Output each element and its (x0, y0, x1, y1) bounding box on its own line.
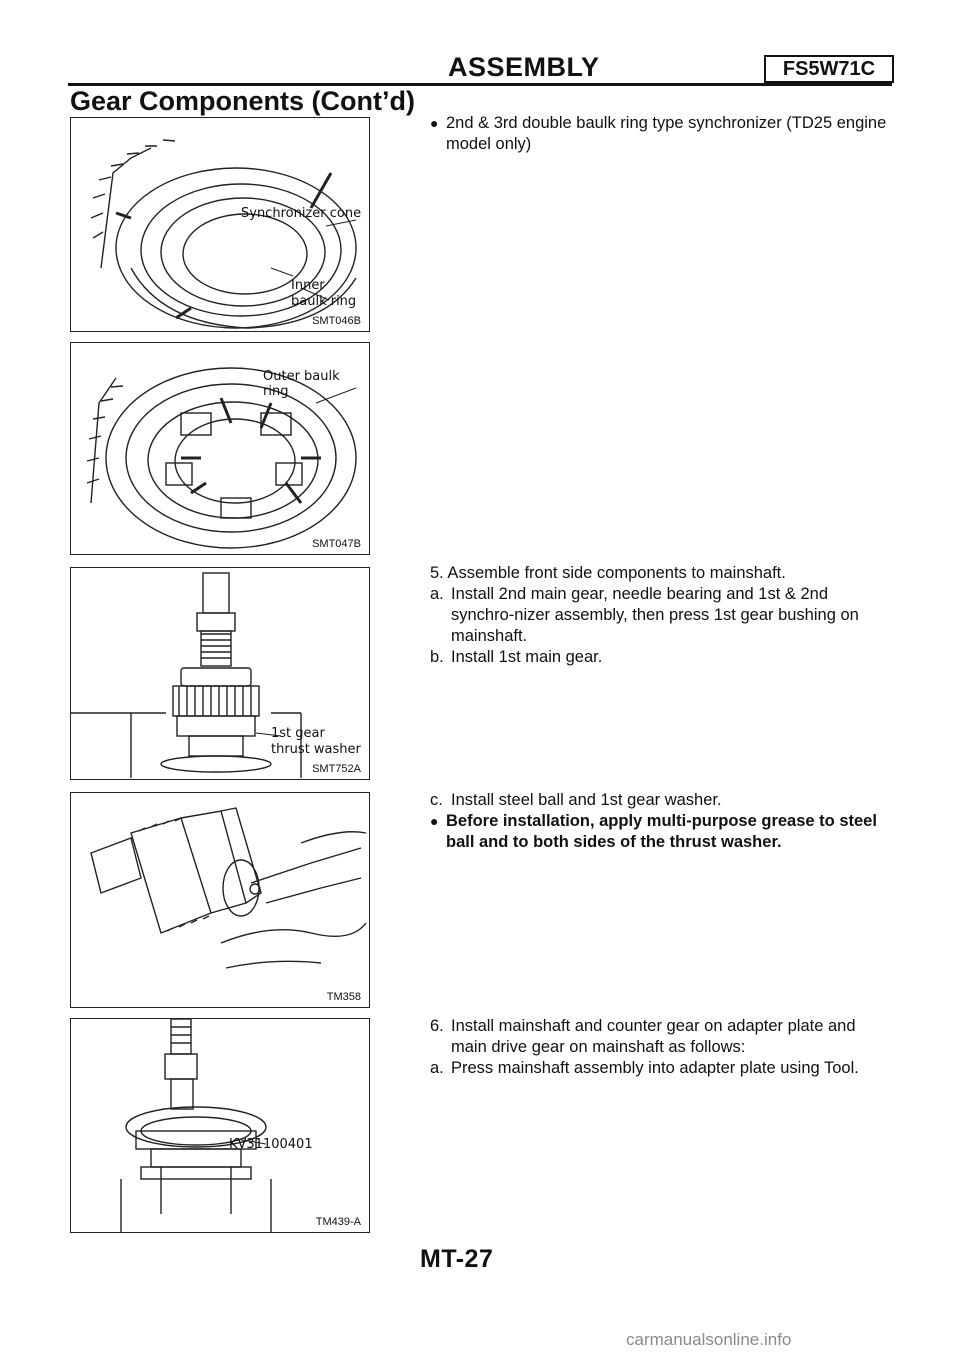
callout-thrust-washer: thrust washer (271, 742, 361, 757)
substep-label: a. (430, 585, 444, 603)
figure-tm439a (70, 1018, 370, 1233)
substep-text: Install 2nd main gear, needle bearing and 1st & 2nd synchro-nizer assembly, then press 1st gear bushing on mainshaft. (451, 585, 859, 645)
section-title: Gear Components (Cont’d) (70, 86, 415, 116)
text-block-synchronizer-note (430, 113, 895, 155)
text-block-step-6 (430, 1016, 895, 1079)
bullet-glyph: ● (430, 813, 439, 829)
text-block-substep-c (430, 790, 895, 853)
callout-inner: Inner (291, 278, 325, 293)
step-label: 6. (430, 1017, 444, 1035)
callout-baulk-ring: baulk ring (291, 294, 357, 309)
substep-a (430, 1058, 895, 1079)
substep-a (430, 584, 895, 647)
callout-synchronizer-cone: Synchronizer cone (241, 206, 362, 221)
step-heading (430, 563, 895, 584)
text-block-step-5 (430, 563, 895, 668)
figure-id-label: TM439-A (315, 1216, 361, 1228)
step-5-text: 5. Assemble front side components to mainshaft. (430, 564, 786, 582)
callout-1st-gear: 1st gear (271, 726, 325, 741)
figure-id-label: SMT047B (312, 538, 361, 550)
callout-outer-baulk-ring: Outer baulk ring (263, 369, 340, 399)
figure-id-label: SMT046B (312, 315, 361, 327)
figure-smt752a (70, 567, 370, 780)
step-text: Install mainshaft and counter gear on adapter plate and main drive gear on mainshaft as follows: (451, 1017, 856, 1056)
figure-id-label: SMT752A (312, 763, 361, 775)
figure-tm358 (70, 792, 370, 1008)
steel-ball-installation-illustration (71, 793, 370, 1008)
grease-warning-text: Before installation, apply multi-purpose grease to steel ball and to both sides of the thrust washer. (446, 812, 877, 851)
substep-label: b. (430, 648, 444, 666)
substep-label: c. (430, 791, 443, 809)
substep-c (430, 790, 895, 811)
bullet-glyph: ● (430, 115, 439, 131)
watermark: carmanualsonline.info (626, 1330, 792, 1349)
model-code-box: FS5W71C (764, 55, 894, 83)
step-6 (430, 1016, 895, 1058)
figure-smt047b (70, 342, 370, 555)
substep-b (430, 647, 895, 668)
adapter-plate-press-illustration (71, 1019, 370, 1233)
figure-smt046b (70, 117, 370, 332)
substep-label: a. (430, 1059, 444, 1077)
substep-text: Press mainshaft assembly into adapter plate using Tool. (451, 1059, 859, 1077)
bullet-text: 2nd & 3rd double baulk ring type synchronizer (TD25 engine model only) (446, 114, 887, 153)
substep-text: Install 1st main gear. (451, 648, 603, 666)
substep-text: Install steel ball and 1st gear washer. (451, 791, 722, 809)
callout-tool-number: KV31100401 (229, 1137, 313, 1152)
bullet-item (430, 113, 895, 155)
page-number: MT-27 (420, 1245, 494, 1273)
figure-id-label: TM358 (326, 991, 361, 1003)
page-header-title: ASSEMBLY (448, 52, 600, 82)
grease-warning-item (430, 811, 895, 853)
